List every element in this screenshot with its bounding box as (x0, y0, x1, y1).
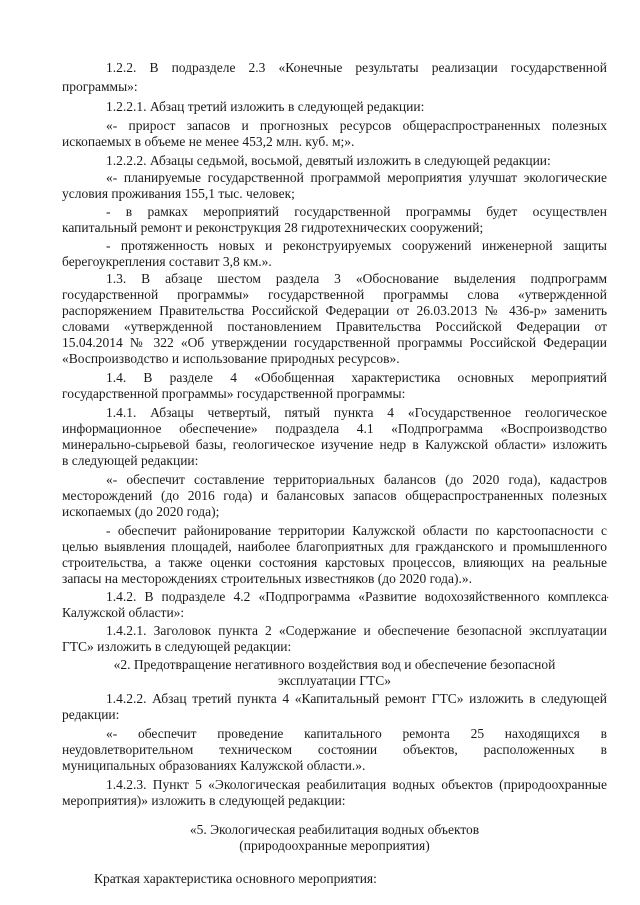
text-line: запасы на месторождениях строительных известняков (до 2020 года).». (62, 571, 473, 586)
text-line: неудовлетворительном техническом состоянии объектов, расположенных в (62, 742, 607, 757)
text-line: «- прирост запасов и прогнозных ресурсов общераспространенных полезных (106, 118, 607, 133)
text-line: целью выявления площадей, наиболее благоприятных для гражданского и промышленного (62, 539, 607, 554)
text-line: строительства, а также оценки состояния карстовых процессов, влияющих на реальные (62, 555, 607, 570)
text-line: 1.4.2.1. Заголовок пункта 2 «Содержание и обеспечение безопасной эксплуатации (106, 623, 607, 638)
text-line: 1.4.2.2. Абзац третий пункта 4 «Капитальный ремонт ГТС» изложить в следующей (106, 691, 607, 706)
text-line: «- обеспечит проведение капитального ремонта 25 находящихся в (106, 726, 607, 741)
text-line: редакции: (62, 707, 120, 722)
text-line: - протяженность новых и реконструируемых сооружений инженерной защиты (106, 238, 607, 253)
text-line: «2. Предотвращение негативного воздействия вод и обеспечение безопасной (113, 657, 556, 672)
text-line: распоряжением Правительства Российской Федерации от 26.03.2013 № 436-р» заменить (62, 303, 607, 318)
text-line: «Воспроизводство и использование природных ресурсов». (62, 351, 400, 366)
text-line: эксплуатации ГТС» (277, 673, 392, 688)
scan-speck: · (606, 593, 610, 604)
text-line: 1.4. В разделе 4 «Обобщенная характеристика основных мероприятий (106, 370, 607, 385)
text-line: в следующей редакции: (62, 453, 199, 468)
text-line: ископаемых (до 2020 года); (62, 504, 220, 519)
text-line: мероприятия)» изложить в следующей редакции: (62, 793, 346, 808)
text-line: 1.3. В абзаце шестом раздела 3 «Обоснование выделения подпрограмм (106, 271, 607, 286)
text-line: государственной программы» государственной программы слова «утвержденной (62, 287, 607, 302)
text-line: условия проживания 155,1 тыс. человек; (62, 186, 295, 201)
text-line: «- планируемые государственной программой мероприятия улучшат экологические (106, 170, 607, 185)
text-line: 1.2.2. В подразделе 2.3 «Конечные результаты реализации государственной (106, 60, 607, 75)
text-line: «- обеспечит составление территориальных балансов (до 2020 года), кадастров (106, 472, 607, 487)
text-line: государственной программы» государственной программы: (62, 386, 406, 401)
text-line: - обеспечит районирование территории Калужской области по карстоопасности с (106, 523, 607, 538)
text-line: месторождений (до 2016 года) и балансовых запасов общераспространенных полезных (62, 488, 607, 503)
text-line: 1.4.1. Абзацы четвертый, пятый пункта 4 «Государственное геологическое (106, 405, 607, 420)
text-line: 1.2.2.1. Абзац третий изложить в следующей редакции: (106, 99, 425, 114)
text-line: капитальный ремонт и реконструкция 28 гидротехнических сооружений; (62, 220, 484, 235)
text-line: ГТС» изложить в следующей редакции: (62, 639, 292, 654)
text-line: 15.04.2014 № 322 «Об утверждении государственной программы Российской Федерации (62, 335, 607, 350)
text-line: муниципальных образованиях Калужской области.». (62, 758, 366, 773)
text-line: - в рамках мероприятий государственной программы будет осуществлен (106, 204, 607, 219)
text-line: минерально-сырьевой базы, геологическое изучение недр в Калужской области» изложить (62, 437, 607, 452)
text-line: «5. Экологическая реабилитация водных объектов (189, 822, 480, 837)
text-line: ископаемых в объеме не менее 453,2 млн. куб. м;». (62, 134, 355, 149)
text-line: информационное обеспечение» подраздела 4.1 «Подпрограмма «Воспроизводство (62, 421, 607, 436)
text-line: 1.4.2.3. Пункт 5 «Экологическая реабилитация водных объектов (природоохранные (106, 777, 607, 792)
text-line: словами «утвержденной постановлением Правительства Российской Федерации от (62, 319, 607, 334)
text-line: 1.4.2. В подразделе 4.2 «Подпрограмма «Развитие водохозяйственного комплекса (106, 589, 607, 604)
text-line: берегоукрепления составит 3,8 км.». (62, 254, 272, 269)
text-line: (природоохранные мероприятия) (239, 838, 430, 853)
text-line: Краткая характеристика основного мероприятия: (94, 871, 377, 886)
text-line: 1.2.2.2. Абзацы седьмой, восьмой, девятый изложить в следующей редакции: (106, 153, 551, 168)
text-line: программы»: (62, 79, 138, 94)
text-line: Калужской области»: (62, 605, 185, 620)
